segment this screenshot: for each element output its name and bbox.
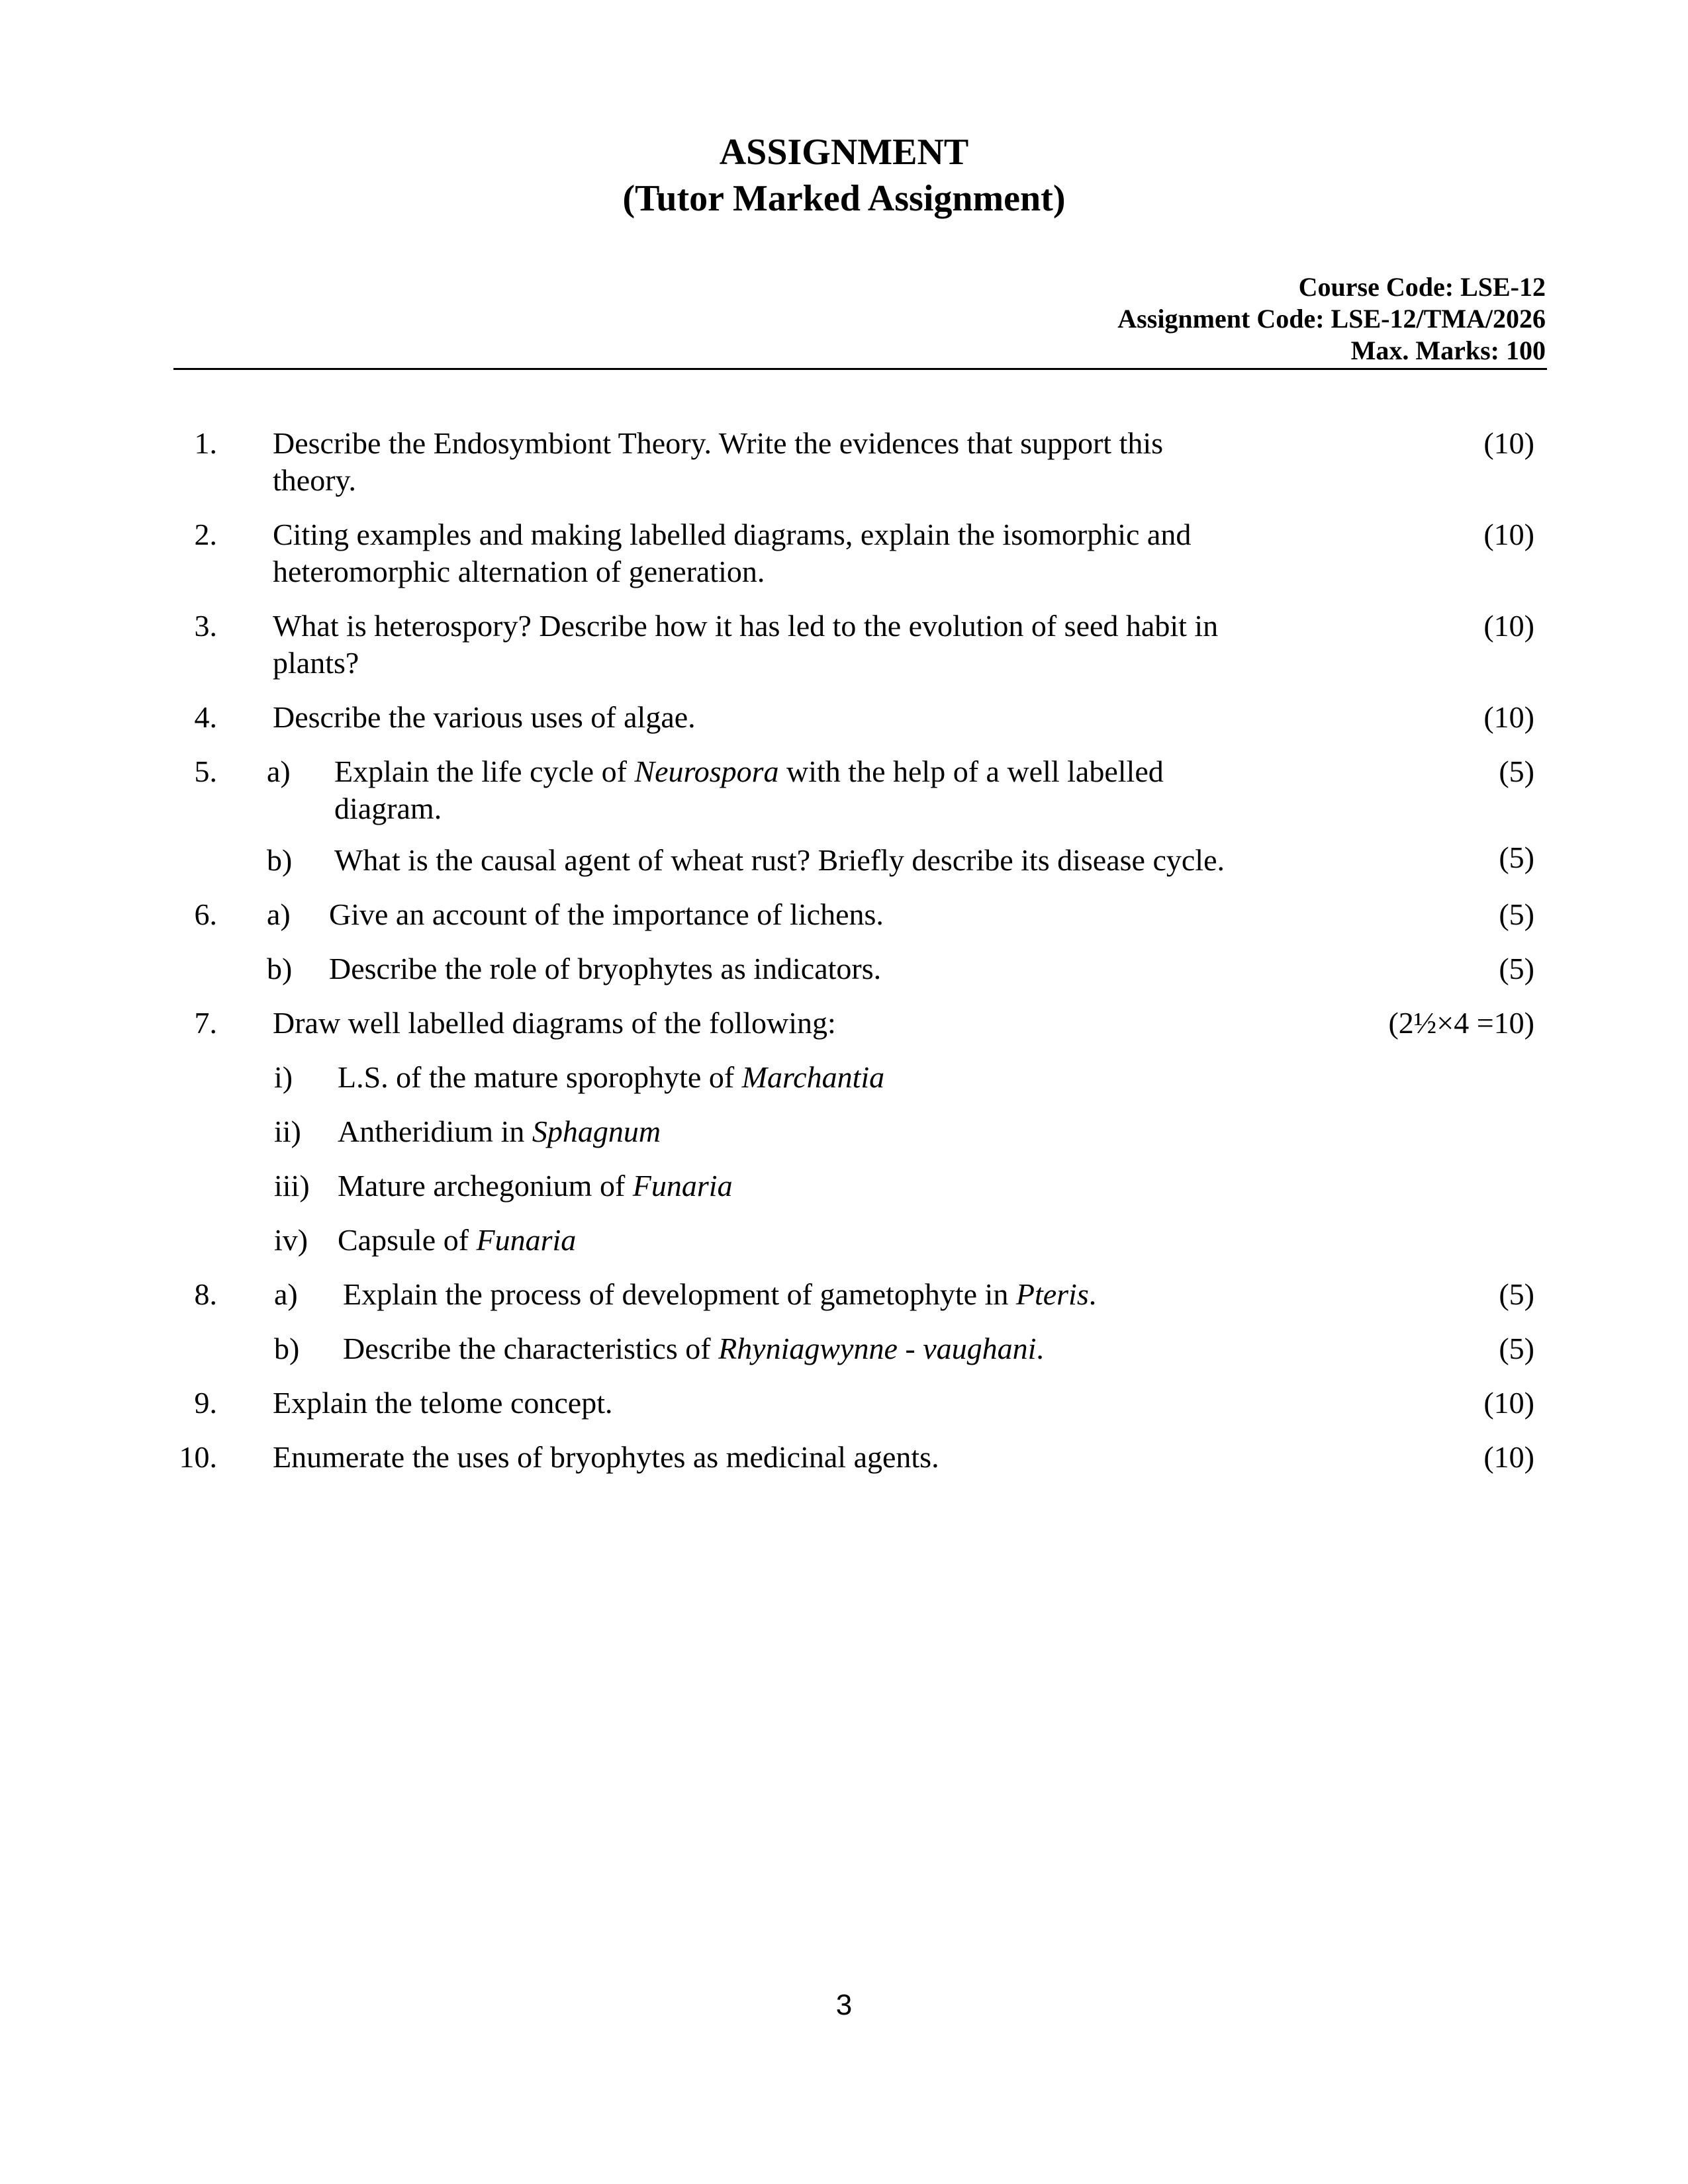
text-run: with the help of a well labelled — [778, 754, 1164, 788]
question-marks: (10) — [1483, 1386, 1534, 1420]
question-marks: (10) — [1483, 426, 1534, 460]
part-text: What is the causal agent of wheat rust? Briefly describe its disease cycle. — [334, 843, 1225, 877]
page-subtitle: (Tutor Marked Assignment) — [622, 178, 1066, 219]
italic-term: Pteris — [1015, 1277, 1089, 1311]
item-label: iii) — [274, 1169, 310, 1203]
text-run: Capsule of — [338, 1223, 477, 1257]
question-text-line: What is heterospory? Describe how it has led to the evolution of seed habit in — [273, 609, 1219, 643]
question-text-line: Describe the Endosymbiont Theory. Write the evidences that support this — [273, 426, 1164, 460]
question-number: 8. — [194, 1277, 217, 1311]
text-run: Describe the characteristics of — [343, 1332, 719, 1365]
item-label: iv) — [274, 1223, 308, 1257]
part-text — [343, 1330, 1336, 1367]
item-text — [338, 1113, 661, 1150]
part-marks: (5) — [1499, 841, 1534, 874]
part-text-line: diagram. — [334, 792, 442, 825]
italic-term: Neurospora — [634, 754, 779, 788]
page-title: ASSIGNMENT — [719, 132, 969, 173]
text-run: Explain the process of development of gametophyte in — [343, 1277, 1016, 1311]
part-label: a) — [267, 897, 291, 931]
question-text-line: theory. — [273, 463, 357, 497]
item-label: i) — [274, 1060, 293, 1094]
italic-term: Marchantia — [741, 1060, 885, 1094]
question-marks: (10) — [1483, 1440, 1534, 1474]
part-text — [343, 1276, 1336, 1313]
question-number: 5. — [194, 754, 217, 788]
question-marks: (10) — [1483, 700, 1534, 734]
part-label: a) — [274, 1277, 298, 1311]
assignment-meta — [1117, 271, 1546, 367]
question-marks: (2½×4 =10) — [1388, 1006, 1534, 1040]
question-text-line: plants? — [273, 646, 359, 680]
part-marks: (5) — [1499, 1332, 1534, 1365]
question-number: 7. — [194, 1006, 217, 1040]
question-text-line: Citing examples and making labelled diagrams, explain the isomorphic and — [273, 518, 1192, 551]
part-label: b) — [267, 843, 293, 877]
part-text: Give an account of the importance of lichens. — [329, 897, 884, 931]
question-number: 9. — [194, 1386, 217, 1420]
question-number: 6. — [194, 897, 217, 931]
question-text: Enumerate the uses of bryophytes as medicinal agents. — [273, 1440, 939, 1474]
item-text — [338, 1167, 733, 1205]
question-text: Explain the telome concept. — [273, 1386, 613, 1420]
part-marks: (5) — [1499, 1277, 1534, 1311]
part-marks: (5) — [1499, 952, 1534, 985]
question-text: Draw well labelled diagrams of the following: — [273, 1006, 836, 1040]
question-number: 1. — [194, 426, 217, 460]
max-marks: Max. Marks: 100 — [1350, 336, 1546, 365]
item-label: ii) — [274, 1115, 301, 1148]
question-text — [273, 425, 1332, 499]
part-label: a) — [267, 754, 291, 788]
question-text: Describe the various uses of algae. — [273, 700, 696, 734]
question-text-line: heteromorphic alternation of generation. — [273, 555, 765, 588]
text-run: Explain the life cycle of — [334, 754, 635, 788]
part-marks: (5) — [1499, 897, 1534, 931]
question-number: 3. — [194, 609, 217, 643]
question-text — [273, 608, 1332, 682]
question-text — [273, 516, 1332, 590]
text-run: . — [1036, 1332, 1044, 1365]
part-text-line — [334, 753, 1327, 790]
item-text — [338, 1222, 576, 1259]
question-marks: (10) — [1483, 518, 1534, 551]
part-label: b) — [267, 952, 293, 985]
text-run: Antheridium in — [338, 1115, 532, 1148]
part-label: b) — [274, 1332, 300, 1365]
italic-term: Funaria — [476, 1223, 577, 1257]
part-text — [334, 753, 1327, 827]
italic-term: Funaria — [632, 1169, 733, 1203]
part-marks: (5) — [1499, 754, 1534, 788]
italic-term: Rhyniagwynne - vaughani — [718, 1332, 1037, 1365]
course-code: Course Code: LSE-12 — [1298, 272, 1546, 302]
question-number: 2. — [194, 518, 217, 551]
text-run: Mature archegonium of — [338, 1169, 633, 1203]
part-text: Describe the role of bryophytes as indicators. — [329, 952, 882, 985]
text-run: . — [1088, 1277, 1097, 1311]
assignment-code: Assignment Code: LSE-12/TMA/2026 — [1117, 304, 1546, 334]
question-number: 10. — [179, 1440, 217, 1474]
page-number: 3 — [835, 1989, 853, 2021]
text-run: L.S. of the mature sporophyte of — [338, 1060, 742, 1094]
question-marks: (10) — [1483, 609, 1534, 643]
header-divider — [173, 368, 1547, 370]
item-text — [338, 1059, 884, 1096]
italic-term: Sphagnum — [532, 1115, 661, 1148]
question-number: 4. — [194, 700, 217, 734]
